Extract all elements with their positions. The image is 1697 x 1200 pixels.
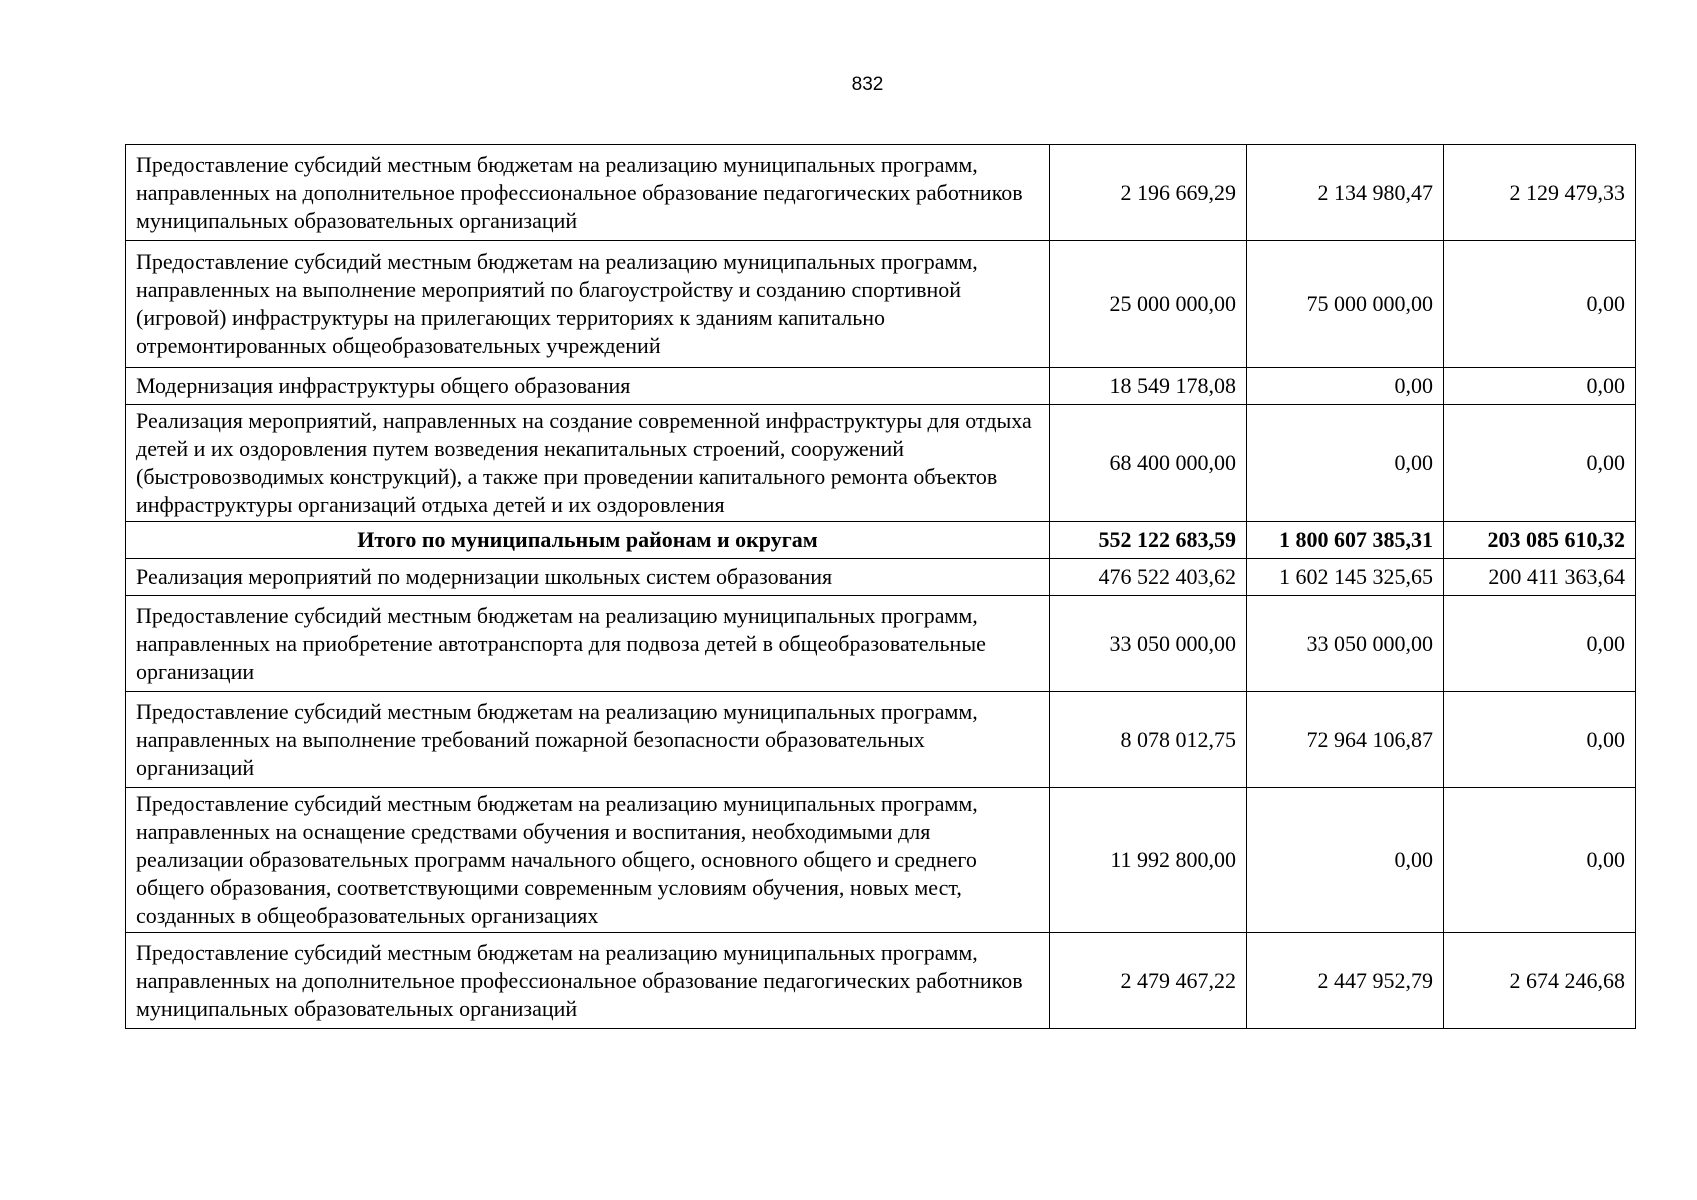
row-value-3: 2 129 479,33 [1444,145,1636,241]
row-description: Предоставление субсидий местным бюджетам на реализацию муниципальных программ, направленных на дополнительное профессиональное образование педагогических работников муниципальных образовательных организаций [126,933,1050,1029]
row-value-3: 200 411 363,64 [1444,559,1636,596]
row-value-2: 72 964 106,87 [1247,692,1444,788]
total-value-1: 552 122 683,59 [1050,522,1247,559]
budget-table [125,144,1636,1029]
table-row [126,368,1636,405]
row-value-1: 33 050 000,00 [1050,596,1247,692]
row-value-2: 0,00 [1247,788,1444,933]
row-value-1: 68 400 000,00 [1050,405,1247,522]
row-value-3: 0,00 [1444,788,1636,933]
table-row [126,145,1636,241]
row-value-2: 1 602 145 325,65 [1247,559,1444,596]
row-value-3: 0,00 [1444,241,1636,368]
total-row [126,522,1636,559]
row-description: Предоставление субсидий местным бюджетам на реализацию муниципальных программ, направленных на дополнительное профессиональное образование педагогических работников муниципальных образовательных организаций [126,145,1050,241]
row-description: Предоставление субсидий местным бюджетам на реализацию муниципальных программ, направленных на выполнение мероприятий по благоустройству и созданию спортивной (игровой) инфраструктуры на прилегающих территориях к зданиям капитально отремонтированных общеобразовательных учреждений [126,241,1050,368]
table-row [126,788,1636,933]
row-value-3: 2 674 246,68 [1444,933,1636,1029]
table-row [126,692,1636,788]
page-number: 832 [851,74,884,95]
row-value-3: 0,00 [1444,596,1636,692]
row-value-2: 0,00 [1247,405,1444,522]
row-value-3: 0,00 [1444,405,1636,522]
total-value-2: 1 800 607 385,31 [1247,522,1444,559]
row-description: Модернизация инфраструктуры общего образования [126,368,1050,405]
row-value-2: 0,00 [1247,368,1444,405]
total-value-3: 203 085 610,32 [1444,522,1636,559]
row-value-1: 2 196 669,29 [1050,145,1247,241]
table-row [126,559,1636,596]
row-value-1: 25 000 000,00 [1050,241,1247,368]
row-value-1: 11 992 800,00 [1050,788,1247,933]
row-value-1: 8 078 012,75 [1050,692,1247,788]
row-description: Предоставление субсидий местным бюджетам на реализацию муниципальных программ, направленных на оснащение средствами обучения и воспитания, необходимыми для реализации образовательных программ начального общего, основного общего и среднего общего образования, соответствующими современным условиям обучения, новых мест, созданных в общеобразовательных организациях [126,788,1050,933]
table-row [126,241,1636,368]
row-value-2: 75 000 000,00 [1247,241,1444,368]
row-description: Реализация мероприятий, направленных на создание современной инфраструктуры для отдыха детей и их оздоровления путем возведения некапитальных строений, сооружений (быстровозводимых конструкций), а также при проведении капитального ремонта объектов инфраструктуры организаций отдыха детей и их оздоровления [126,405,1050,522]
row-value-1: 18 549 178,08 [1050,368,1247,405]
row-description: Реализация мероприятий по модернизации школьных систем образования [126,559,1050,596]
row-description: Предоставление субсидий местным бюджетам на реализацию муниципальных программ, направленных на выполнение требований пожарной безопасности образовательных организаций [126,692,1050,788]
table-row [126,405,1636,522]
row-description: Предоставление субсидий местным бюджетам на реализацию муниципальных программ, направленных на приобретение автотранспорта для подвоза детей в общеобразовательные организации [126,596,1050,692]
row-value-1: 2 479 467,22 [1050,933,1247,1029]
row-value-3: 0,00 [1444,692,1636,788]
row-value-2: 33 050 000,00 [1247,596,1444,692]
row-value-1: 476 522 403,62 [1050,559,1247,596]
table-row [126,596,1636,692]
table-row [126,933,1636,1029]
row-value-2: 2 134 980,47 [1247,145,1444,241]
row-value-3: 0,00 [1444,368,1636,405]
total-label: Итого по муниципальным районам и округам [126,522,1050,559]
row-value-2: 2 447 952,79 [1247,933,1444,1029]
